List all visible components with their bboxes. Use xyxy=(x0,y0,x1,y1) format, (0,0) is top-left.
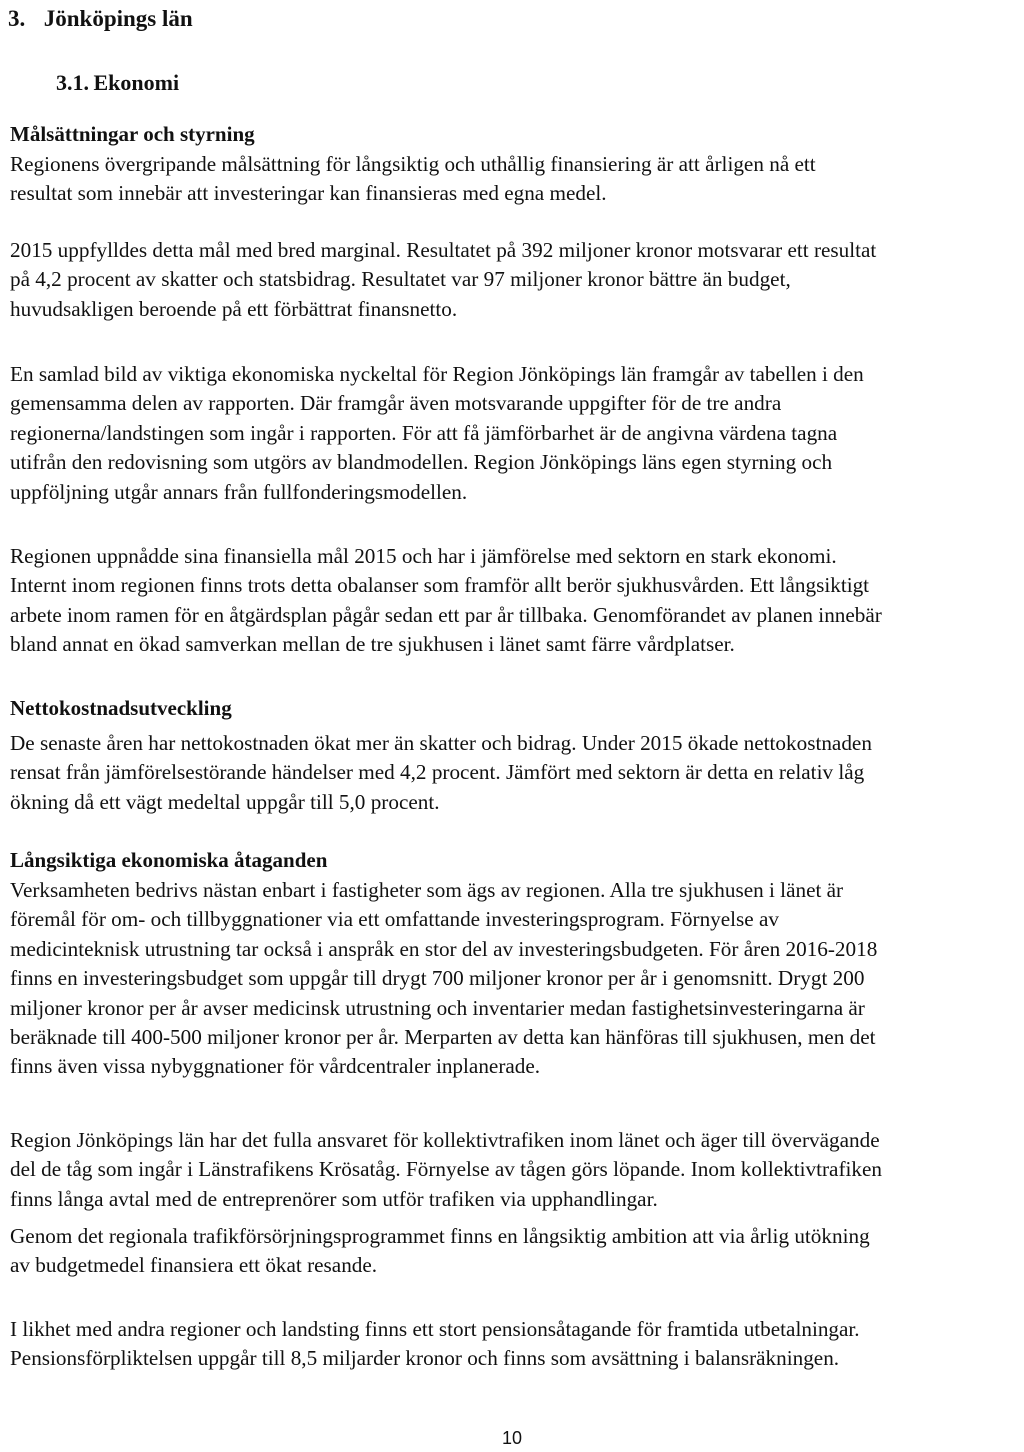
chapter-number: 3. xyxy=(8,6,26,31)
chapter-heading xyxy=(8,4,193,34)
text-line: regionerna/landstingen som ingår i rapporten. För att få jämförbarhet är de angivna värdena tagna xyxy=(10,420,838,445)
paragraph xyxy=(10,1126,1020,1214)
section-number: 3.1. xyxy=(56,70,89,95)
text-line: del de tåg som ingår i Länstrafikens Krösatåg. Förnyelse av tågen görs löpande. Inom kollektivtrafiken xyxy=(10,1157,882,1182)
text-line: rensat från jämförelsestörande händelser med 4,2 procent. Jämfört med sektorn är detta en relativ låg xyxy=(10,760,865,785)
paragraph xyxy=(10,542,1020,660)
text-line: 2015 uppfylldes detta mål med bred marginal. Resultatet på 392 miljoner kronor motsvarar ett resultat xyxy=(10,238,877,262)
text-line: uppföljning utgår annars från fullfonderingsmodellen. xyxy=(10,479,468,504)
text-line: En samlad bild av viktiga ekonomiska nyckeltal för Region Jönköpings län framgår av tabellen i den xyxy=(10,362,864,386)
text-line: finns även vissa nybyggnationer för vårdcentraler inplanerade. xyxy=(10,1054,541,1079)
text-line: Genom det regionala trafikförsörjningsprogrammet finns en långsiktig ambition att via årlig utökning xyxy=(10,1224,870,1248)
text-line: föremål för om- och tillbyggnationer via ett omfattande investeringsprogram. Förnyelse av xyxy=(10,907,779,932)
subsection-heading: Målsättningar och styrning xyxy=(10,122,255,146)
text-line: I likhet med andra regioner och landsting finns ett stort pensionsåtagande för framtida utbetalningar. xyxy=(10,1317,860,1341)
paragraph xyxy=(10,876,1020,1082)
paragraph xyxy=(10,360,1020,507)
text-line: Verksamheten bedrivs nästan enbart i fastigheter som ägs av regionen. Alla tre sjukhusen i länet är xyxy=(10,878,844,902)
text-line: Regionens övergripande målsättning för långsiktig och uthållig finansiering är att årligen nå ett xyxy=(10,152,816,176)
text-line: De senaste åren har nettokostnaden ökat mer än skatter och bidrag. Under 2015 ökade nettokostnaden xyxy=(10,731,872,755)
paragraph xyxy=(10,236,1020,324)
section-title: Ekonomi xyxy=(93,70,180,95)
section-heading xyxy=(56,68,179,98)
text-line: Internt inom regionen finns trots detta obalanser som framför allt berör sjukhusvården. Ett långsiktigt xyxy=(10,573,870,598)
chapter-title: Jönköpings län xyxy=(43,6,193,31)
paragraph xyxy=(10,1315,1020,1374)
text-line: av budgetmedel finansiera ett ökat resande. xyxy=(10,1253,378,1278)
text-line: miljoner kronor per år avser medicinsk utrustning och inventarier medan fastighetsinvesteringarna är xyxy=(10,995,865,1020)
text-line: Regionen uppnådde sina finansiella mål 2015 och har i jämförelse med sektorn en stark ekonomi. xyxy=(10,544,837,568)
text-line: huvudsakligen beroende på ett förbättrat finansnetto. xyxy=(10,296,458,321)
page-number: 10 xyxy=(501,1428,523,1448)
text-line: på 4,2 procent av skatter och statsbidrag. Resultatet var 97 miljoner kronor bättre än budget, xyxy=(10,267,791,292)
paragraph xyxy=(10,729,1020,817)
text-line: utifrån den redovisning som utgörs av blandmodellen. Region Jönköpings läns egen styrning och xyxy=(10,450,833,475)
text-line: finns långa avtal med de entreprenörer som utför trafiken via upphandlingar. xyxy=(10,1186,658,1211)
text-line: arbete inom ramen för en åtgärdsplan pågår sedan ett par år tillbaka. Genomförandet av planen innebär xyxy=(10,602,882,627)
text-line: ökning då ett vägt medeltal uppgår till 5,0 procent. xyxy=(10,789,440,814)
text-line: bland annat en ökad samverkan mellan de tre sjukhusen i länet samt färre vårdplatser. xyxy=(10,632,735,657)
paragraph xyxy=(10,150,1020,209)
text-line: resultat som innebär att investeringar kan finansieras med egna medel. xyxy=(10,181,607,206)
text-line: medicinteknisk utrustning tar också i anspråk en stor del av investeringsbudgeten. För åren 2016-2018 xyxy=(10,936,878,961)
text-line: gemensamma delen av rapporten. Där framgår även motsvarande uppgifter för de tre andra xyxy=(10,391,782,416)
text-line: finns en investeringsbudget som uppgår till drygt 700 miljoner kronor per år i genomsnitt. Drygt 200 xyxy=(10,966,865,991)
text-line: Pensionsförpliktelsen uppgår till 8,5 miljarder kronor och finns som avsättning i balansräkningen. xyxy=(10,1346,840,1371)
paragraph xyxy=(10,1222,1020,1281)
text-line: beräknade till 400-500 miljoner kronor per år. Merparten av detta kan hänföras till sjukhusen, men det xyxy=(10,1025,876,1050)
subsection-heading: Nettokostnadsutveckling xyxy=(10,696,232,720)
subsection-heading: Långsiktiga ekonomiska åtaganden xyxy=(10,848,328,872)
text-line: Region Jönköpings län har det fulla ansvaret för kollektivtrafiken inom länet och äger till övervägande xyxy=(10,1128,880,1152)
